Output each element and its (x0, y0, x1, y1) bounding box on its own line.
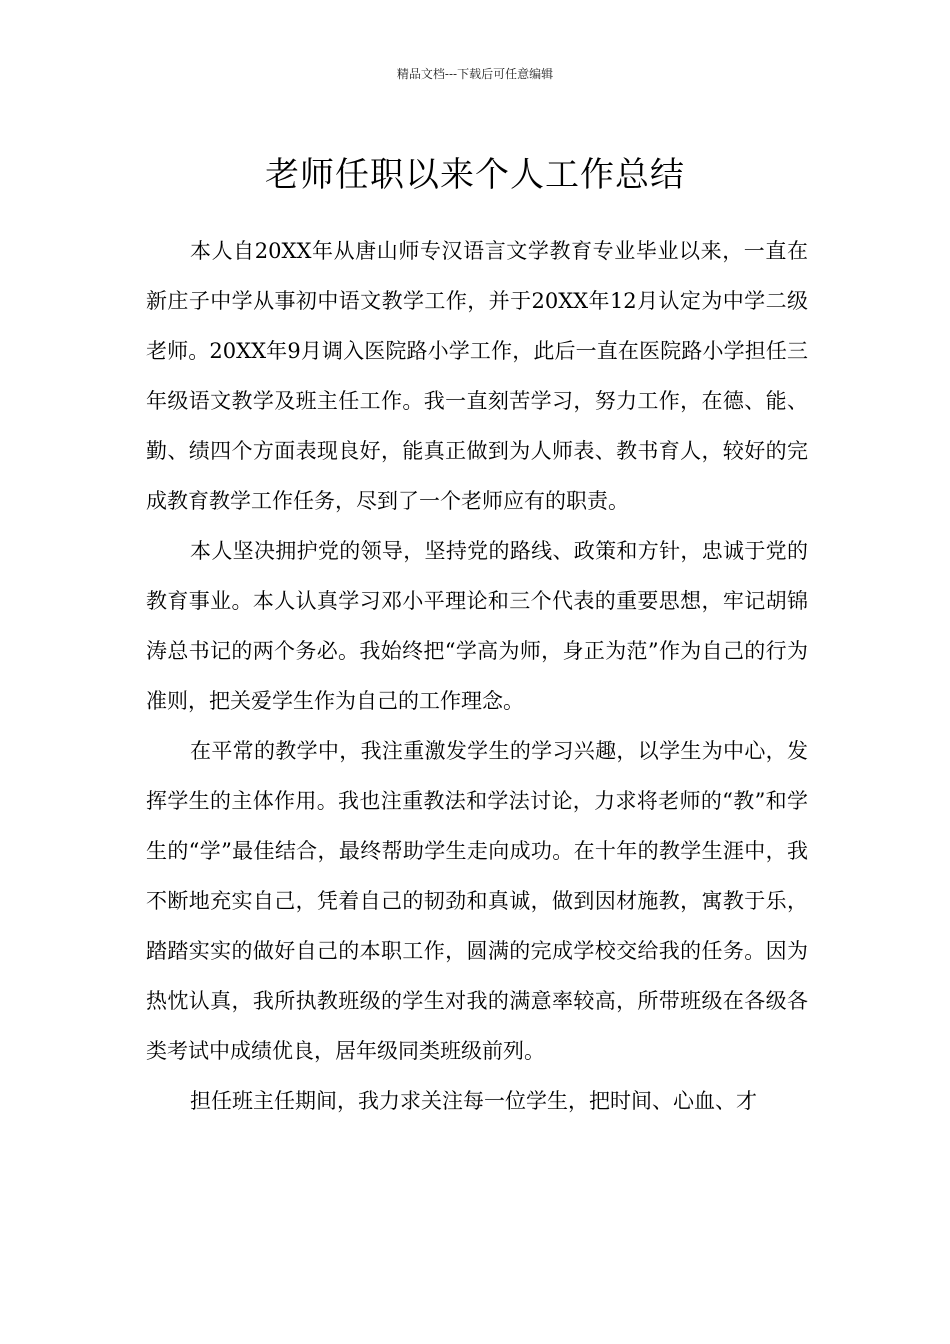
paragraph: 在平常的教学中，我注重激发学生的学习兴趣，以学生为中心，发挥学生的主体作用。我也注重教法和学法讨论，力求将老师的“教”和学生的“学”最佳结合，最终帮助学生走向成功。在十年的教学生涯中，我不断地充实自己，凭着自己的韧劲和真诚，做到因材施教，寓教于乐，踏踏实实的做好自己的本职工作，圆满的完成学校交给我的任务。因为热忱认真，我所执教班级的学生对我的满意率较高，所带班级在各级各类考试中成绩优良，居年级同类班级前列。 (146, 739, 808, 1063)
paragraph: 担任班主任期间，我力求关注每一位学生，把时间、心血、才 (190, 1089, 757, 1113)
paragraph: 本人坚决拥护党的领导，坚持党的路线、政策和方针，忠诚于党的教育事业。本人认真学习邓小平理论和三个代表的重要思想，牢记胡锦涛总书记的两个务必。我始终把“学高为师，身正为范”作为自己的行为准则，把关爱学生作为自己的工作理念。 (146, 539, 808, 713)
document-body (146, 226, 808, 1126)
header-note: 精品文档---下载后可任意编辑 (396, 67, 554, 81)
paragraph: 本人自20XX年从唐山师专汉语言文学教育专业毕业以来，一直在新庄子中学从事初中语文教学工作，并于20XX年12月认定为中学二级老师。20XX年9月调入医院路小学工作，此后一直在医院路小学担任三年级语文教学及班主任工作。我一直刻苦学习，努力工作，在德、能、勤、绩四个方面表现良好，能真正做到为人师表、教书育人，较好的完成教育教学工作任务，尽到了一个老师应有的职责。 (146, 239, 808, 513)
document-title: 老师任职以来个人工作总结 (265, 154, 685, 195)
